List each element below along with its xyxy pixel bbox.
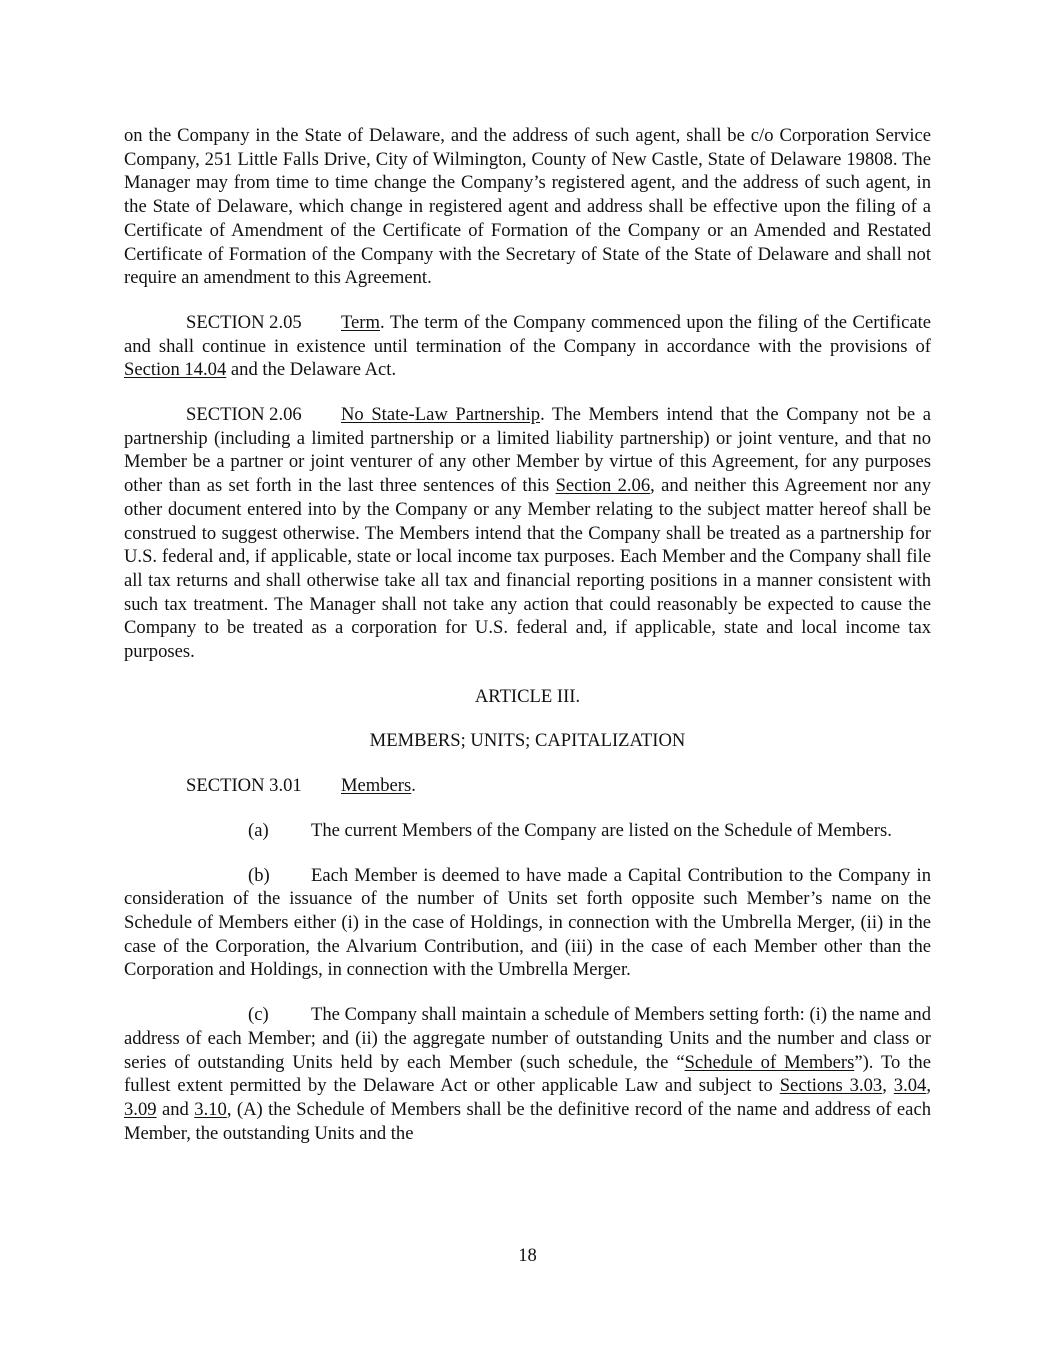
- page-number: 18: [518, 1245, 537, 1266]
- section-2-05: [124, 311, 931, 382]
- section-2-06: [124, 403, 931, 664]
- section-title: Members: [341, 775, 412, 797]
- cross-reference: 3.04: [893, 1075, 927, 1097]
- article-number: ARTICLE III.: [474, 685, 581, 707]
- subsection-text: , (A) the Schedule of Members shall be the definitive record of the name and address of each Member, the outstanding Units and the: [124, 1098, 931, 1144]
- separator: ,: [926, 1075, 931, 1097]
- subsection-c: [124, 1003, 931, 1145]
- subsection-marker: (c): [248, 1004, 269, 1026]
- section-text: . The Members intend that the Company not be a partnership (including a limited partnership or a limited liability partnership) or joint venture, and that no Member be a partner or joint venturer of any other Member by virtue of this Agreement, for any purposes other than as set forth in the last three sentences of this: [124, 404, 931, 497]
- subsection-marker: (a): [248, 819, 269, 841]
- subsection-text: The Company shall maintain a schedule of Members setting forth: (i) the name and address of each Member; and (ii) the aggregate number of outstanding Units and the number and class or series of outstanding Units held by each Member (such schedule, the “: [124, 1004, 931, 1073]
- separator: and: [156, 1098, 195, 1120]
- section-label: SECTION 3.01: [186, 775, 302, 797]
- section-text: , and neither this Agreement nor any other document entered into by the Company or any Member relating to the subject matter hereof shall be construed to suggest otherwise. The Members intend that the Company shall be treated as a partnership for U.S. federal and, if applicable, state or local income tax purposes. Each Member and the Company shall file all tax returns and shall otherwise take all tax and financial reporting positions in a manner consistent with such tax treatment. The Manager shall not take any action that could reasonably be expected to cause the Company to be treated as a corporation for U.S. federal and, if applicable, state and local income tax purposes.: [124, 475, 931, 663]
- section-text: and the Delaware Act.: [226, 359, 397, 381]
- subsection-text: The current Members of the Company are listed on the Schedule of Members.: [311, 819, 892, 841]
- document-page: [124, 124, 931, 1145]
- section-label: SECTION 2.05: [186, 311, 302, 333]
- article-title: MEMBERS; UNITS; CAPITALIZATION: [369, 730, 686, 752]
- cross-reference: Section 14.04: [124, 359, 227, 381]
- section-title: Term: [341, 311, 380, 333]
- section-label: SECTION 2.06: [186, 404, 302, 426]
- section-title: No State-Law Partnership: [341, 404, 541, 426]
- cross-reference: Sections 3.03: [779, 1075, 883, 1097]
- subsection-b: [124, 864, 931, 983]
- cross-reference: 3.09: [124, 1098, 157, 1120]
- section-text: . The term of the Company commenced upon the filing of the Certificate and shall continue in existence until termination of the Company in accordance with the provisions of: [124, 311, 931, 357]
- cross-reference: 3.10: [194, 1098, 227, 1120]
- defined-term: Schedule of Members: [684, 1051, 855, 1073]
- subsection-marker: (b): [248, 864, 270, 886]
- subsection-text: ”). To the fullest extent permitted by the Delaware Act or other applicable Law and subject to: [124, 1051, 931, 1097]
- intro-paragraph: on the Company in the State of Delaware, and the address of such agent, shall be c/o Corporation Service Company, 251 Little Falls Drive, City of Wilmington, County of New Castle, State of Delaware 19808. The Manager may from time to time change the Company’s registered agent, and the address of such agent, in the State of Delaware, which change in registered agent and address shall be effective upon the filing of a Certificate of Amendment of the Certificate of Formation of the Company or an Amended and Restated Certificate of Formation of the Company with the Secretary of State of the State of Delaware and shall not require an amendment to this Agreement.: [124, 125, 931, 289]
- separator: ,: [882, 1075, 894, 1097]
- section-title-period: .: [411, 775, 416, 797]
- subsection-text: Each Member is deemed to have made a Capital Contribution to the Company in consideration of the issuance of the number of Units set forth opposite such Member’s name on the Schedule of Members either (i) in the case of Holdings, in connection with the Umbrella Merger, (ii) in the case of the Corporation, the Alvarium Contribution, and (iii) in the case of each Member other than the Corporation and Holdings, in connection with the Umbrella Merger.: [124, 864, 931, 981]
- section-3-01-heading: [124, 774, 931, 798]
- subsection-a: [124, 819, 931, 843]
- cross-reference: Section 2.06: [555, 475, 651, 497]
